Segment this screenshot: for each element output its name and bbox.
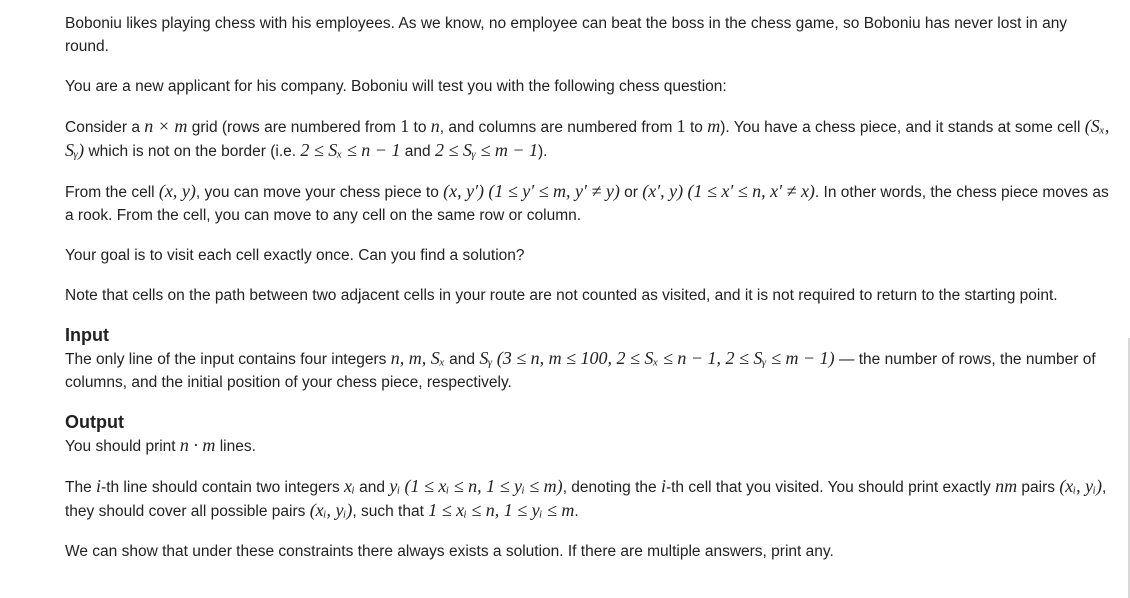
text: grid (rows are numbered from [187, 119, 401, 136]
text: , such that [352, 503, 429, 520]
math-cell-xprimey: (x′, y) [642, 181, 684, 201]
grid-description-paragraph [65, 115, 1110, 163]
math-sy-condition: 2 ≤ Sᵧ ≤ m − 1 [434, 140, 538, 160]
math-input-range: (3 ≤ n, m ≤ 100, 2 ≤ Sₓ ≤ n − 1, 2 ≤ Sᵧ ≤ m − 1) [496, 348, 835, 368]
math-one: 1 [676, 116, 686, 136]
math-pair: (xᵢ, yᵢ) [309, 500, 353, 520]
math-yi: yᵢ [389, 476, 401, 496]
move-rules-paragraph [65, 180, 1110, 227]
intro-paragraph: Boboniu likes playing chess with his employees. As we know, no employee can beat the boss in the chess game, so Boboniu has never lost in any round. [65, 15, 1068, 55]
problem-statement [65, 12, 1110, 580]
text: , denoting the [562, 479, 661, 496]
text: , and columns are numbered from [439, 119, 677, 136]
text: . [574, 503, 579, 520]
input-heading: Input [65, 325, 109, 345]
goal-paragraph: Your goal is to visit each cell exactly once. Can you find a solution? [65, 247, 525, 264]
math-n-times-m: n × m [144, 116, 188, 136]
math-start-cell: (Sₓ, Sᵧ) [65, 116, 1110, 160]
text: and [354, 479, 390, 496]
text: or [619, 184, 643, 201]
math-xprime-condition: (1 ≤ x′ ≤ n, x′ ≠ x) [687, 181, 815, 201]
text: You should print [65, 438, 180, 455]
text: , you can move your chess piece to [195, 184, 444, 201]
math-final-range: 1 ≤ xᵢ ≤ n, 1 ≤ yᵢ ≤ m [428, 500, 575, 520]
math-i: i [660, 476, 666, 496]
text: ). You have a chess piece, and it stands at some cell [720, 119, 1085, 136]
solution-note: We can show that under these constraints there always exists a solution. If there are multiple answers, print any. [65, 543, 834, 560]
math-cell-xyprime: (x, y′) [443, 181, 485, 201]
math-pair: (xᵢ, yᵢ) [1059, 476, 1102, 496]
math-sy: Sᵧ [479, 348, 493, 368]
text: From the cell [65, 184, 159, 201]
math-n-dot-m: n · m [179, 435, 216, 455]
text: to [685, 119, 708, 136]
text: The [65, 479, 97, 496]
math-output-range: (1 ≤ xᵢ ≤ n, 1 ≤ yᵢ ≤ m) [404, 476, 563, 496]
text: , they should cover all possible pairs [65, 479, 1107, 520]
text: The only line of the input contains four integers [65, 351, 391, 368]
text: — the number of rows, the number of columns, and the initial position of your chess piece, respectively. [65, 351, 1096, 391]
math-cell-xy: (x, y) [158, 181, 196, 201]
output-format-description [65, 475, 1110, 523]
math-yprime-condition: (1 ≤ y′ ≤ m, y′ ≠ y) [488, 181, 620, 201]
math-xi: xᵢ [344, 476, 355, 496]
output-heading: Output [65, 412, 124, 432]
math-sx-condition: 2 ≤ Sₓ ≤ n − 1 [300, 140, 401, 160]
text: and [444, 351, 480, 368]
text: to [409, 119, 431, 136]
math-one: 1 [400, 116, 410, 136]
applicant-paragraph: You are a new applicant for his company. Boboniu will test you with the following chess question: [65, 78, 727, 95]
text: and [400, 143, 435, 160]
text: lines. [215, 438, 256, 455]
input-description [65, 347, 1110, 394]
input-section [65, 324, 1110, 394]
text: ). [538, 143, 548, 160]
math-m: m [707, 116, 721, 136]
math-input-vars: n, m, Sₓ [390, 348, 445, 368]
text: which is not on the border (i.e. [84, 143, 301, 160]
text: Consider a [65, 119, 145, 136]
text: -th cell that you visited. You should print exactly [665, 479, 996, 496]
math-n: n [430, 116, 440, 136]
text: . In other words, the chess piece moves as a rook. From the cell, you can move to any cell on the same row or column. [65, 184, 1109, 224]
output-lines-count [65, 434, 1110, 458]
output-section [65, 411, 1110, 563]
math-i: i [96, 476, 102, 496]
text: -th line should contain two integers [101, 479, 345, 496]
text: pairs [1017, 479, 1060, 496]
note-paragraph: Note that cells on the path between two adjacent cells in your route are not counted as visited, and it is not required to return to the starting point. [65, 287, 1058, 304]
math-nm: nm [995, 476, 1018, 496]
